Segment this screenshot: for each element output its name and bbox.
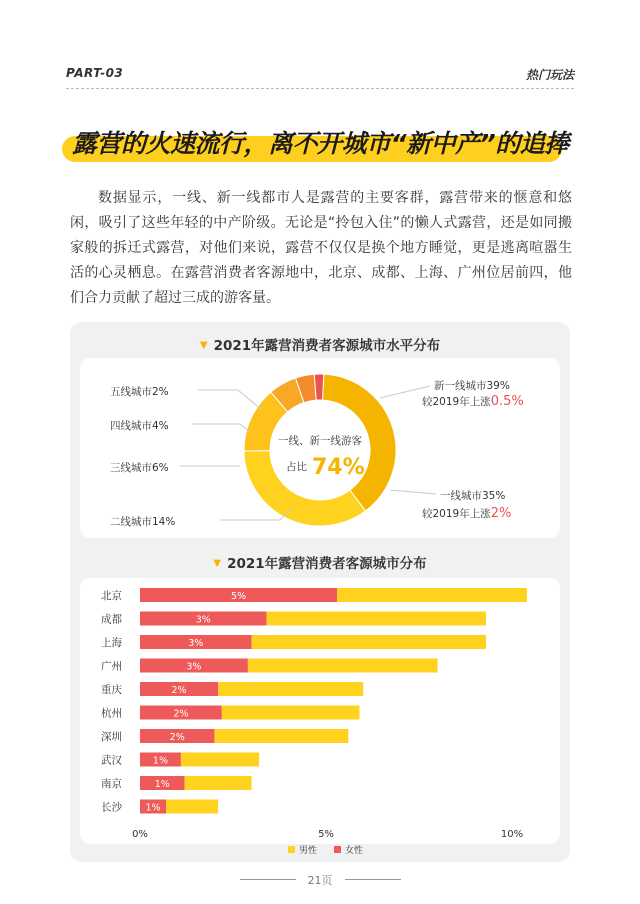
legend-swatch xyxy=(334,846,341,853)
legend-label: 男性 xyxy=(299,846,318,856)
category-label: 上海 xyxy=(101,637,122,649)
bar-svg xyxy=(80,578,560,856)
bar-value-label: 3% xyxy=(188,638,204,649)
bar-male xyxy=(248,659,438,673)
note-value: 0.5% xyxy=(490,394,524,409)
note-value: 2% xyxy=(490,506,512,521)
bar-chart xyxy=(80,578,560,856)
category-label: 北京 xyxy=(101,590,122,602)
category-label: 深圳 xyxy=(101,731,122,743)
page-number: 21页 xyxy=(307,874,333,887)
donut-chart-title xyxy=(70,334,570,354)
note-prefix: 较2019年上涨 xyxy=(422,396,491,408)
slice-label-tier2: 二线城市14% xyxy=(110,516,176,528)
body-paragraph: 数据显示，一线、新一线都市人是露营的主要客群，露营带来的惬意和悠闲，吸引了这些年轻的中产阶级。无论是“拎包入住”的懒人式露营，还是如同搬家般的拆迁式露营，对他们来说，露营不仅仅是换个地方睡觉，更是逃离喧嚣生活的心灵栖息。在露营消费者客源地中，北京、成都、上海、广州位居前四，他们合力贡献了超过三成的游客量。 xyxy=(70,190,572,306)
slice-label-tier3: 三线城市6% xyxy=(110,462,169,474)
legend-label: 女性 xyxy=(345,846,364,856)
donut-center-prefix: 占比 xyxy=(286,461,307,473)
chart-panel xyxy=(70,322,570,862)
donut-chart xyxy=(80,358,560,538)
bar-value-label: 3% xyxy=(186,661,202,673)
bar-chart-title xyxy=(70,552,570,572)
bar-male xyxy=(252,635,486,649)
footer-rule-right xyxy=(345,879,401,880)
header-divider xyxy=(66,88,574,89)
slice-note-tier1 xyxy=(422,506,511,521)
slice-label-new-tier1: 新一线城市39% xyxy=(434,380,510,392)
bar-value-label: 3% xyxy=(195,614,211,626)
bar-value-label: 1% xyxy=(152,755,168,767)
donut-center-label: 一线、新一线游客 xyxy=(278,435,362,447)
category-label: 长沙 xyxy=(101,801,122,814)
part-label: PART-03 xyxy=(66,66,124,80)
category-label: 杭州 xyxy=(101,707,122,720)
donut-slice xyxy=(314,374,324,400)
legend-swatch xyxy=(288,846,295,853)
bar-title-text: 2021年露营消费者客源城市分布 xyxy=(227,556,427,572)
triangle-icon: ▼ xyxy=(213,558,222,569)
x-tick-label: 0% xyxy=(132,829,148,840)
slice-label-tier1: 一线城市35% xyxy=(440,490,506,502)
bar-value-label: 1% xyxy=(154,779,170,790)
slice-label-tier5: 五线城市2% xyxy=(110,386,169,398)
bar-value-label: 2% xyxy=(169,732,185,743)
bar-value-label: 5% xyxy=(231,591,247,602)
section-label: 热门玩法 xyxy=(525,68,574,82)
bar-male xyxy=(185,776,252,790)
bar-male xyxy=(181,753,259,767)
slice-note-new-tier1 xyxy=(422,394,524,409)
x-tick-label: 10% xyxy=(500,829,524,840)
bar-male xyxy=(166,800,218,814)
category-label: 武汉 xyxy=(101,754,122,767)
footer-rule-left xyxy=(240,879,296,880)
donut-title-text: 2021年露营消费者客源城市水平分布 xyxy=(213,338,441,354)
triangle-icon: ▼ xyxy=(199,340,208,351)
headline xyxy=(60,118,580,166)
leader-line xyxy=(390,490,436,494)
category-label: 广州 xyxy=(101,660,122,673)
slice-label-tier4: 四线城市4% xyxy=(110,420,169,432)
bar-value-label: 1% xyxy=(145,802,161,814)
page-footer xyxy=(0,872,640,888)
category-label: 成都 xyxy=(101,613,122,626)
bar-male xyxy=(214,729,348,743)
bar-male xyxy=(266,612,485,626)
bar-value-label: 2% xyxy=(173,708,189,720)
page-title: 露营的火速流行，离不开城市“新中产”的追捧 xyxy=(72,129,569,158)
category-label: 南京 xyxy=(101,778,122,790)
category-label: 重庆 xyxy=(101,684,122,696)
bar-male xyxy=(337,588,527,602)
bar-male xyxy=(218,682,363,696)
donut-center-value: 74% xyxy=(312,455,365,480)
bar-value-label: 2% xyxy=(171,685,187,696)
note-prefix: 较2019年上涨 xyxy=(422,508,491,520)
x-tick-label: 5% xyxy=(318,829,334,840)
leader-line xyxy=(198,390,262,410)
bar-male xyxy=(222,706,360,720)
leader-line xyxy=(192,424,250,432)
